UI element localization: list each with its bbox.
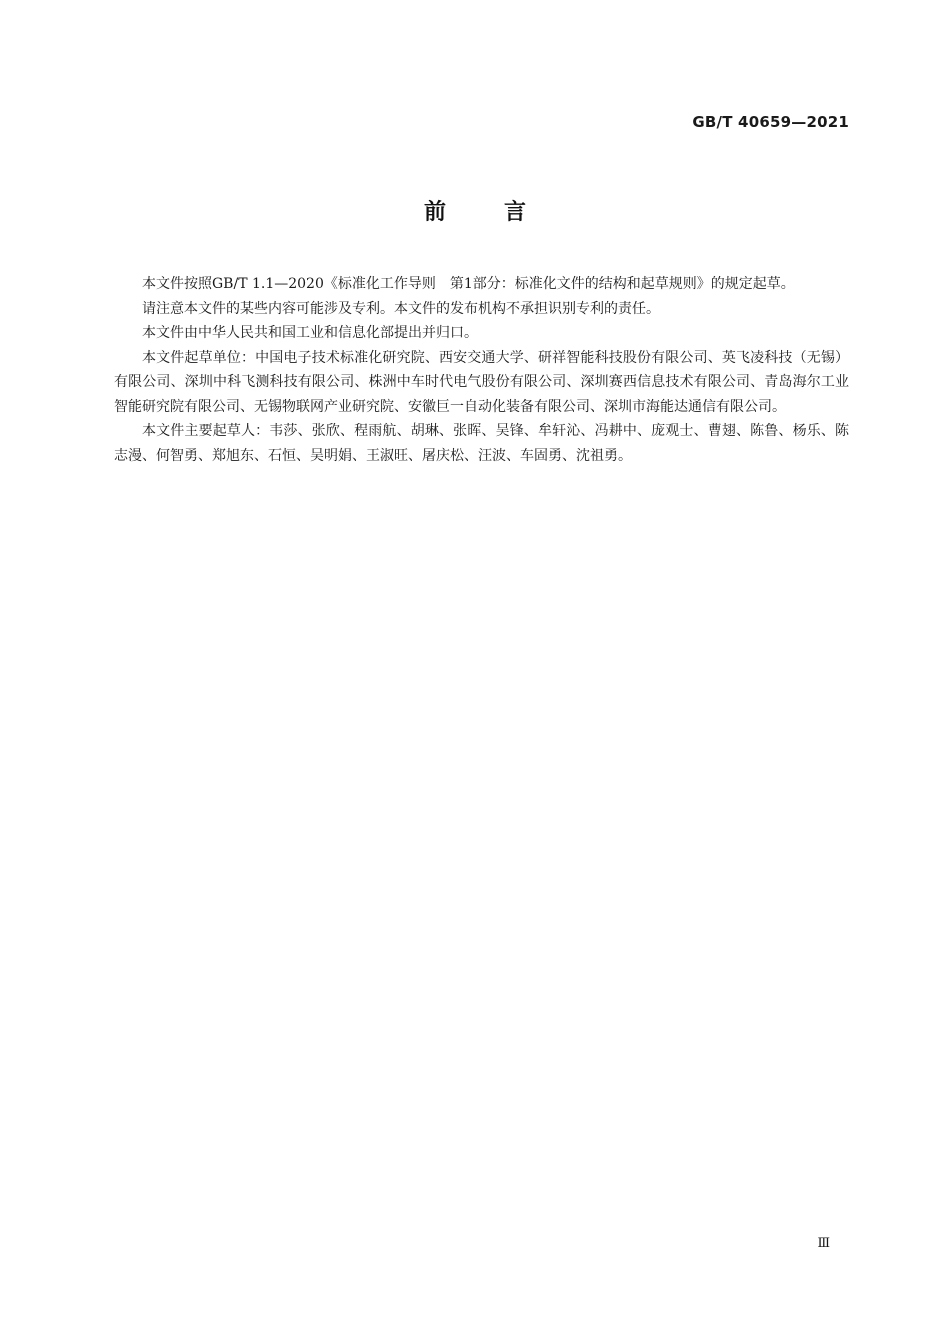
page-number: Ⅲ — [817, 1236, 830, 1251]
paragraph-drafting-rules: 本文件按照GB/T 1.1—2020《标准化工作导则 第1部分：标准化文件的结构和起草规则》的规定起草。 — [142, 276, 795, 292]
paragraph-patent-notice: 请注意本文件的某些内容可能涉及专利。本文件的发布机构不承担识别专利的责任。 — [142, 300, 660, 317]
page-title: 前言 — [423, 200, 584, 225]
paragraph-drafters: 本文件主要起草人：韦莎、张欣、程雨航、胡琳、张晖、吴锋、牟轩沁、冯耕中、庞观士、曹翅、陈鲁、杨乐、陈志漫、何智勇、郑旭东、石恒、吴明娟、王淑旺、屠庆松、汪波、车固勇、沈祖勇。 — [114, 423, 849, 464]
paragraph-proposer: 本文件由中华人民共和国工业和信息化部提出并归口。 — [142, 325, 478, 341]
standard-number: GB/T 40659—2021 — [692, 113, 849, 131]
preface-body — [114, 272, 849, 468]
paragraph-drafting-units: 本文件起草单位：中国电子技术标准化研究院、西安交通大学、研祥智能科技股份有限公司、英飞凌科技（无锡）有限公司、深圳中科飞测科技有限公司、株洲中车时代电气股份有限公司、深圳赛西信息技术有限公司、青岛海尔工业智能研究院有限公司、无锡物联网产业研究院、安徽巨一自动化装备有限公司、深圳市海能达通信有限公司。 — [114, 349, 849, 415]
